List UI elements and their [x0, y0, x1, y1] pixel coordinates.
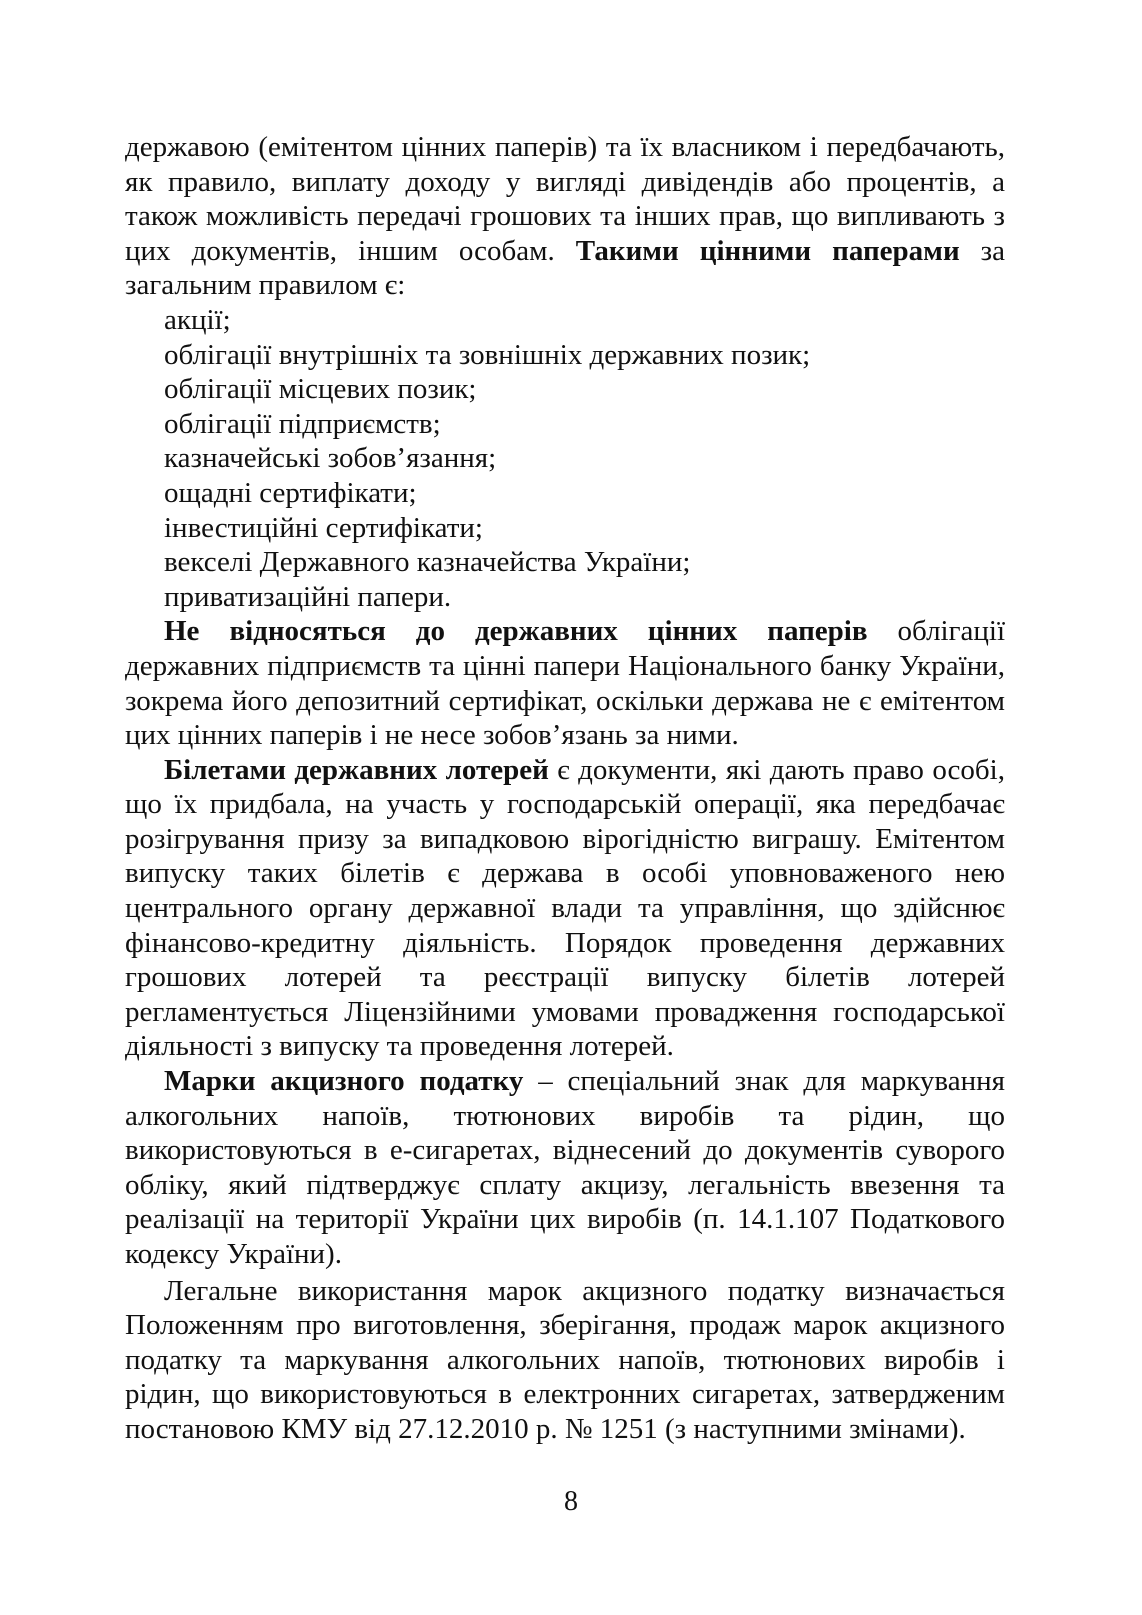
intro-tail: за загальним правилом є:	[125, 234, 1006, 302]
lottery-text: є документи, які дають право особі, що їх придбала, на участь у господарській операції, яка передбачає розігрування призу за випадковою вірогідністю виграшу. Емітентом випуску таких білетів є держава в особі уповноваженого нею центрального органу державної влади та управління, що здійснює фінансово-кредитну діяльність. Порядок проведення державних грошових лотерей та реєстрації випуску білетів лотерей регламентується Ліцензійними умовами провадження господарської діяльності з випуску та проведення лотерей.	[125, 753, 1005, 1063]
list-item: облігації підприємств;	[164, 407, 441, 440]
lottery-paragraph	[125, 753, 1005, 1064]
legal-use-paragraph	[125, 1274, 1005, 1447]
list-item: інвестиційні сертифікати;	[164, 511, 483, 544]
legal-use-text: Легальне використання марок акцизного податку визначається Положенням про виготовлення, зберігання, продаж марок акцизного податку та маркування алкогольних напоїв, тютюнових виробів і рідин, що використовуються в електронних сигаретах, затвердженим постановою КМУ від 27.12.2010 р. № 1251 (з наступними змінами).	[125, 1274, 1005, 1445]
list-item: акції;	[164, 303, 231, 336]
page-number: 8	[564, 1486, 578, 1517]
list-item: облігації внутрішніх та зовнішніх державних позик;	[164, 338, 811, 371]
list-item: ощадні сертифікати;	[164, 476, 417, 509]
lottery-bold-term: Білетами державних лотерей	[164, 753, 549, 786]
list-item: векселі Державного казначейства України;	[164, 546, 691, 579]
intro-bold-term: Такими цінними паперами	[575, 234, 960, 267]
not-state-text: облігації державних підприємств та цінні папери Національного банку України, зокрема його депозитний сертифікат, оскільки держава не є емітентом цих цінних паперів і не несе зобов’язань за ними.	[125, 615, 1005, 752]
not-state-bold-term: Не відносяться до державних цінних паперів	[164, 615, 868, 648]
intro-paragraph	[125, 130, 1005, 303]
excise-text: – спеціальний знак для маркування алкогольних напоїв, тютюнових виробів та рідин, що використовуються в е-сигаретах, віднесений до документів суворого обліку, який підтверджує сплату акцизу, легальність ввезення та реалізації на території України цих виробів (п. 14.1.107 Податкового кодексу України).	[125, 1065, 1005, 1270]
list-item: приватизаційні папери.	[164, 580, 452, 613]
list-item: казначейські зобов’язання;	[164, 442, 497, 475]
securities-list	[125, 303, 1005, 614]
list-item: облігації місцевих позик;	[164, 373, 477, 406]
intro-text: державою (емітентом цінних паперів) та їх власником і передбачають, як правило, виплату доходу у вигляді дивідендів або процентів, а також можливість передачі грошових та інших прав, що випливають з цих документів, іншим особам.	[125, 131, 1005, 267]
excise-paragraph	[125, 1064, 1005, 1272]
document-page	[125, 130, 1005, 1447]
excise-bold-term: Марки акцизного податку	[164, 1065, 524, 1098]
not-state-securities-paragraph	[125, 614, 1005, 752]
